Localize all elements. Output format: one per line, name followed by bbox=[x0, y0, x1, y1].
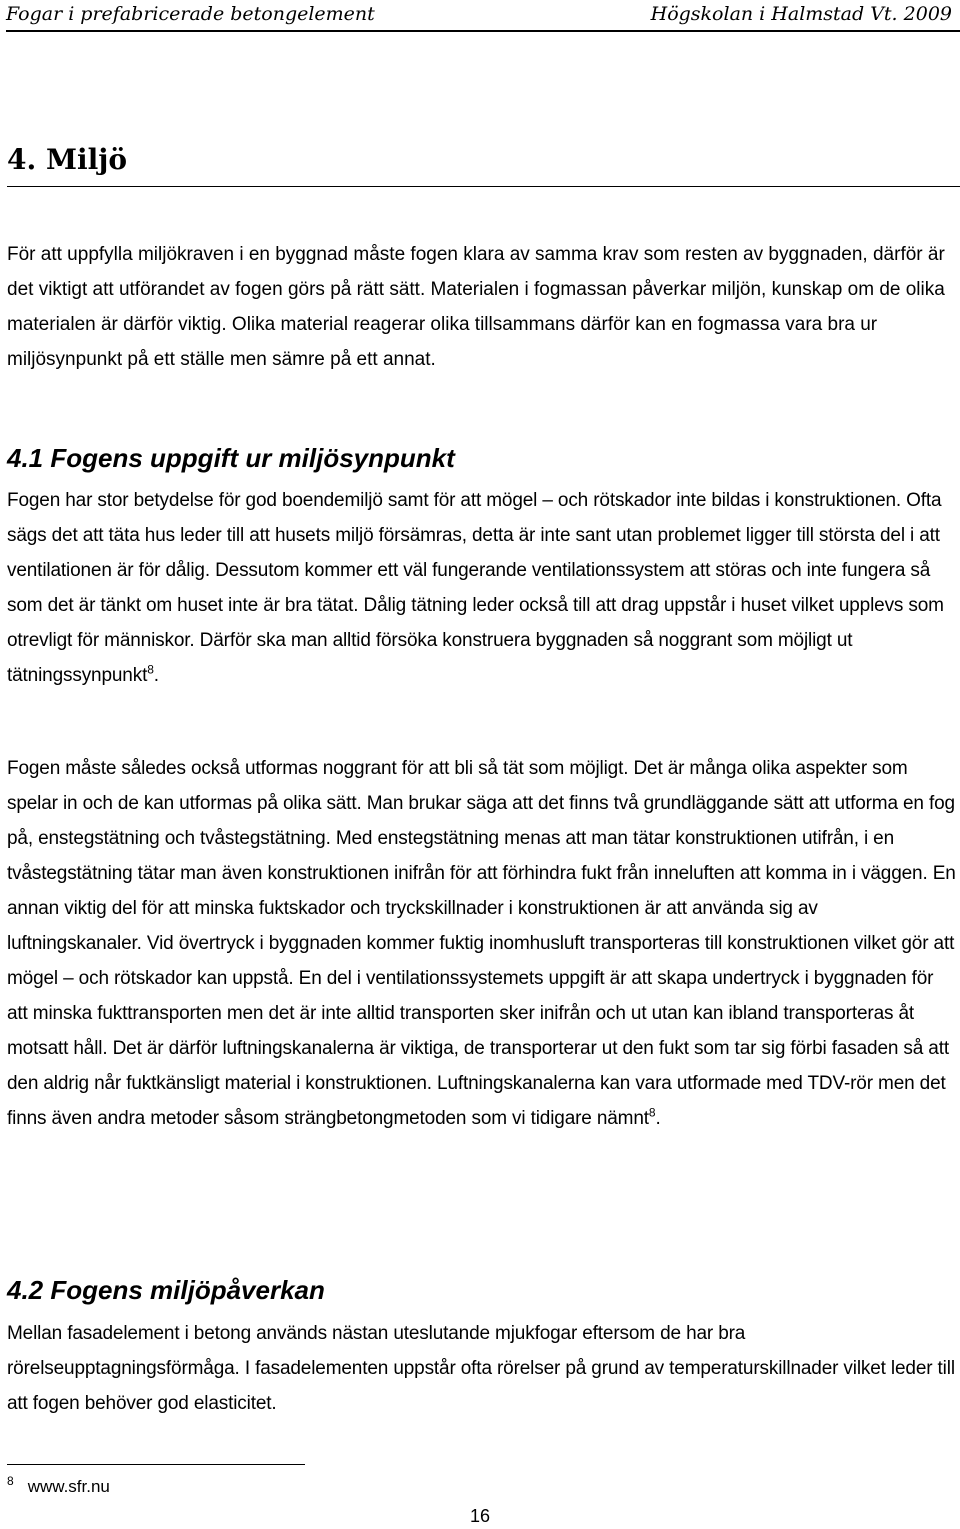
page-number: 16 bbox=[469, 1506, 491, 1526]
footnote-reference[interactable]: 8 bbox=[147, 662, 154, 677]
paragraph-end: . bbox=[655, 1108, 661, 1129]
header-divider bbox=[6, 30, 960, 32]
paragraph-text: Fogen måste således också utformas noggrant för att bli så tät som möjligt. Det är många olika aspekter som spelar in och de kan utformas på olika sätt. Man brukar säga att det finns två grundläggande sätt att utforma en fog på, enstegstätning och tvåstegstätning. Med enstegstätning menas att man tätar konstruktionen utifrån, i en tvåstegstätning tätar man även konstruktionen inifrån för att förhindra fukt från inneluften att komma in i väggen. En annan viktig del för att minska fuktskador och tryckskillnader i konstruktionen är att använda sig av luftningskanaler. Vid övertryck i byggnaden kommer fuktig inomhusluft transporteras till konstruktionen vilket gör att mögel – och rötskador kan uppstå. En del i ventilationssystemets uppgift är att skapa undertryck i byggnaden för att minska fukttransporten men det är inte alltid transporten sker inifrån och ut utan kan ibland transporteras åt motsatt håll. Det är därför luftningskanalerna är viktiga, de transporterar ut den fukt som tar sig förbi fasaden så att den aldrig når fuktkänsligt material i konstruktionen. Luftningskanalerna kan vara utformade med TDV-rör men det finns även andra metoder såsom strängbetongmetoden som vi tidigare nämnt bbox=[7, 758, 956, 1129]
footnote bbox=[7, 1472, 110, 1502]
page-header bbox=[0, 0, 960, 30]
subsection-heading-4-2: 4.2 Fogens miljöpåverkan bbox=[7, 1275, 325, 1305]
section-heading-underline bbox=[7, 186, 960, 187]
header-document-title: Fogar i prefabricerade betongelement bbox=[6, 3, 375, 25]
section-heading: 4. Miljö bbox=[7, 143, 128, 176]
footnote-number: 8 bbox=[7, 1474, 14, 1489]
subsection-4-1-paragraph-2 bbox=[7, 751, 957, 1136]
paragraph-text: Fogen har stor betydelse för god boendemiljö samt för att mögel – och rötskador inte bildas i konstruktionen. Ofta sägs det att täta hus leder till att husets miljö försämras, detta är inte sant utan problemet ligger till största del i att ventilationen är för dålig. Dessutom kommer ett väl fungerande ventilationssystem att störas och inte fungera så som det är tänkt om huset inte är bra tätat. Dålig tätning leder också till att drag uppstår i huset vilket upplevs som otrevligt för människor. Därför ska man alltid försöka konstruera byggnaden så noggrant som möjligt ut tätningssynpunkt bbox=[7, 490, 944, 686]
footnote-link[interactable]: www.sfr.nu bbox=[27, 1477, 110, 1496]
section-intro-paragraph: För att uppfylla miljökraven i en byggnad måste fogen klara av samma krav som resten av byggnaden, därför är det viktigt att utförandet av fogen görs på rätt sätt. Materialen i fogmassan påverkar miljön, kunskap om de olika materialen är därför viktig. Olika material reagerar olika tillsammans därför kan en fogmassa vara bra ur miljösynpunkt på ett ställe men sämre på ett annat. bbox=[7, 244, 945, 370]
subsection-4-2-paragraph-1: Mellan fasadelement i betong används nästan uteslutande mjukfogar eftersom de har bra rörelseupptagningsförmåga. I fasadelementen uppstår ofta rörelser på grund av temperaturskillnader vilket leder till att fogen behöver god elasticitet. bbox=[7, 1323, 955, 1414]
footnote-reference[interactable]: 8 bbox=[648, 1105, 656, 1120]
paragraph-end: . bbox=[153, 665, 159, 686]
header-school-term: Högskolan i Halmstad Vt. 2009 bbox=[650, 3, 952, 25]
subsection-heading-4-1: 4.1 Fogens uppgift ur miljösynpunkt bbox=[7, 443, 455, 473]
footnote-separator bbox=[7, 1464, 305, 1465]
subsection-4-1-paragraph-1 bbox=[7, 483, 957, 693]
